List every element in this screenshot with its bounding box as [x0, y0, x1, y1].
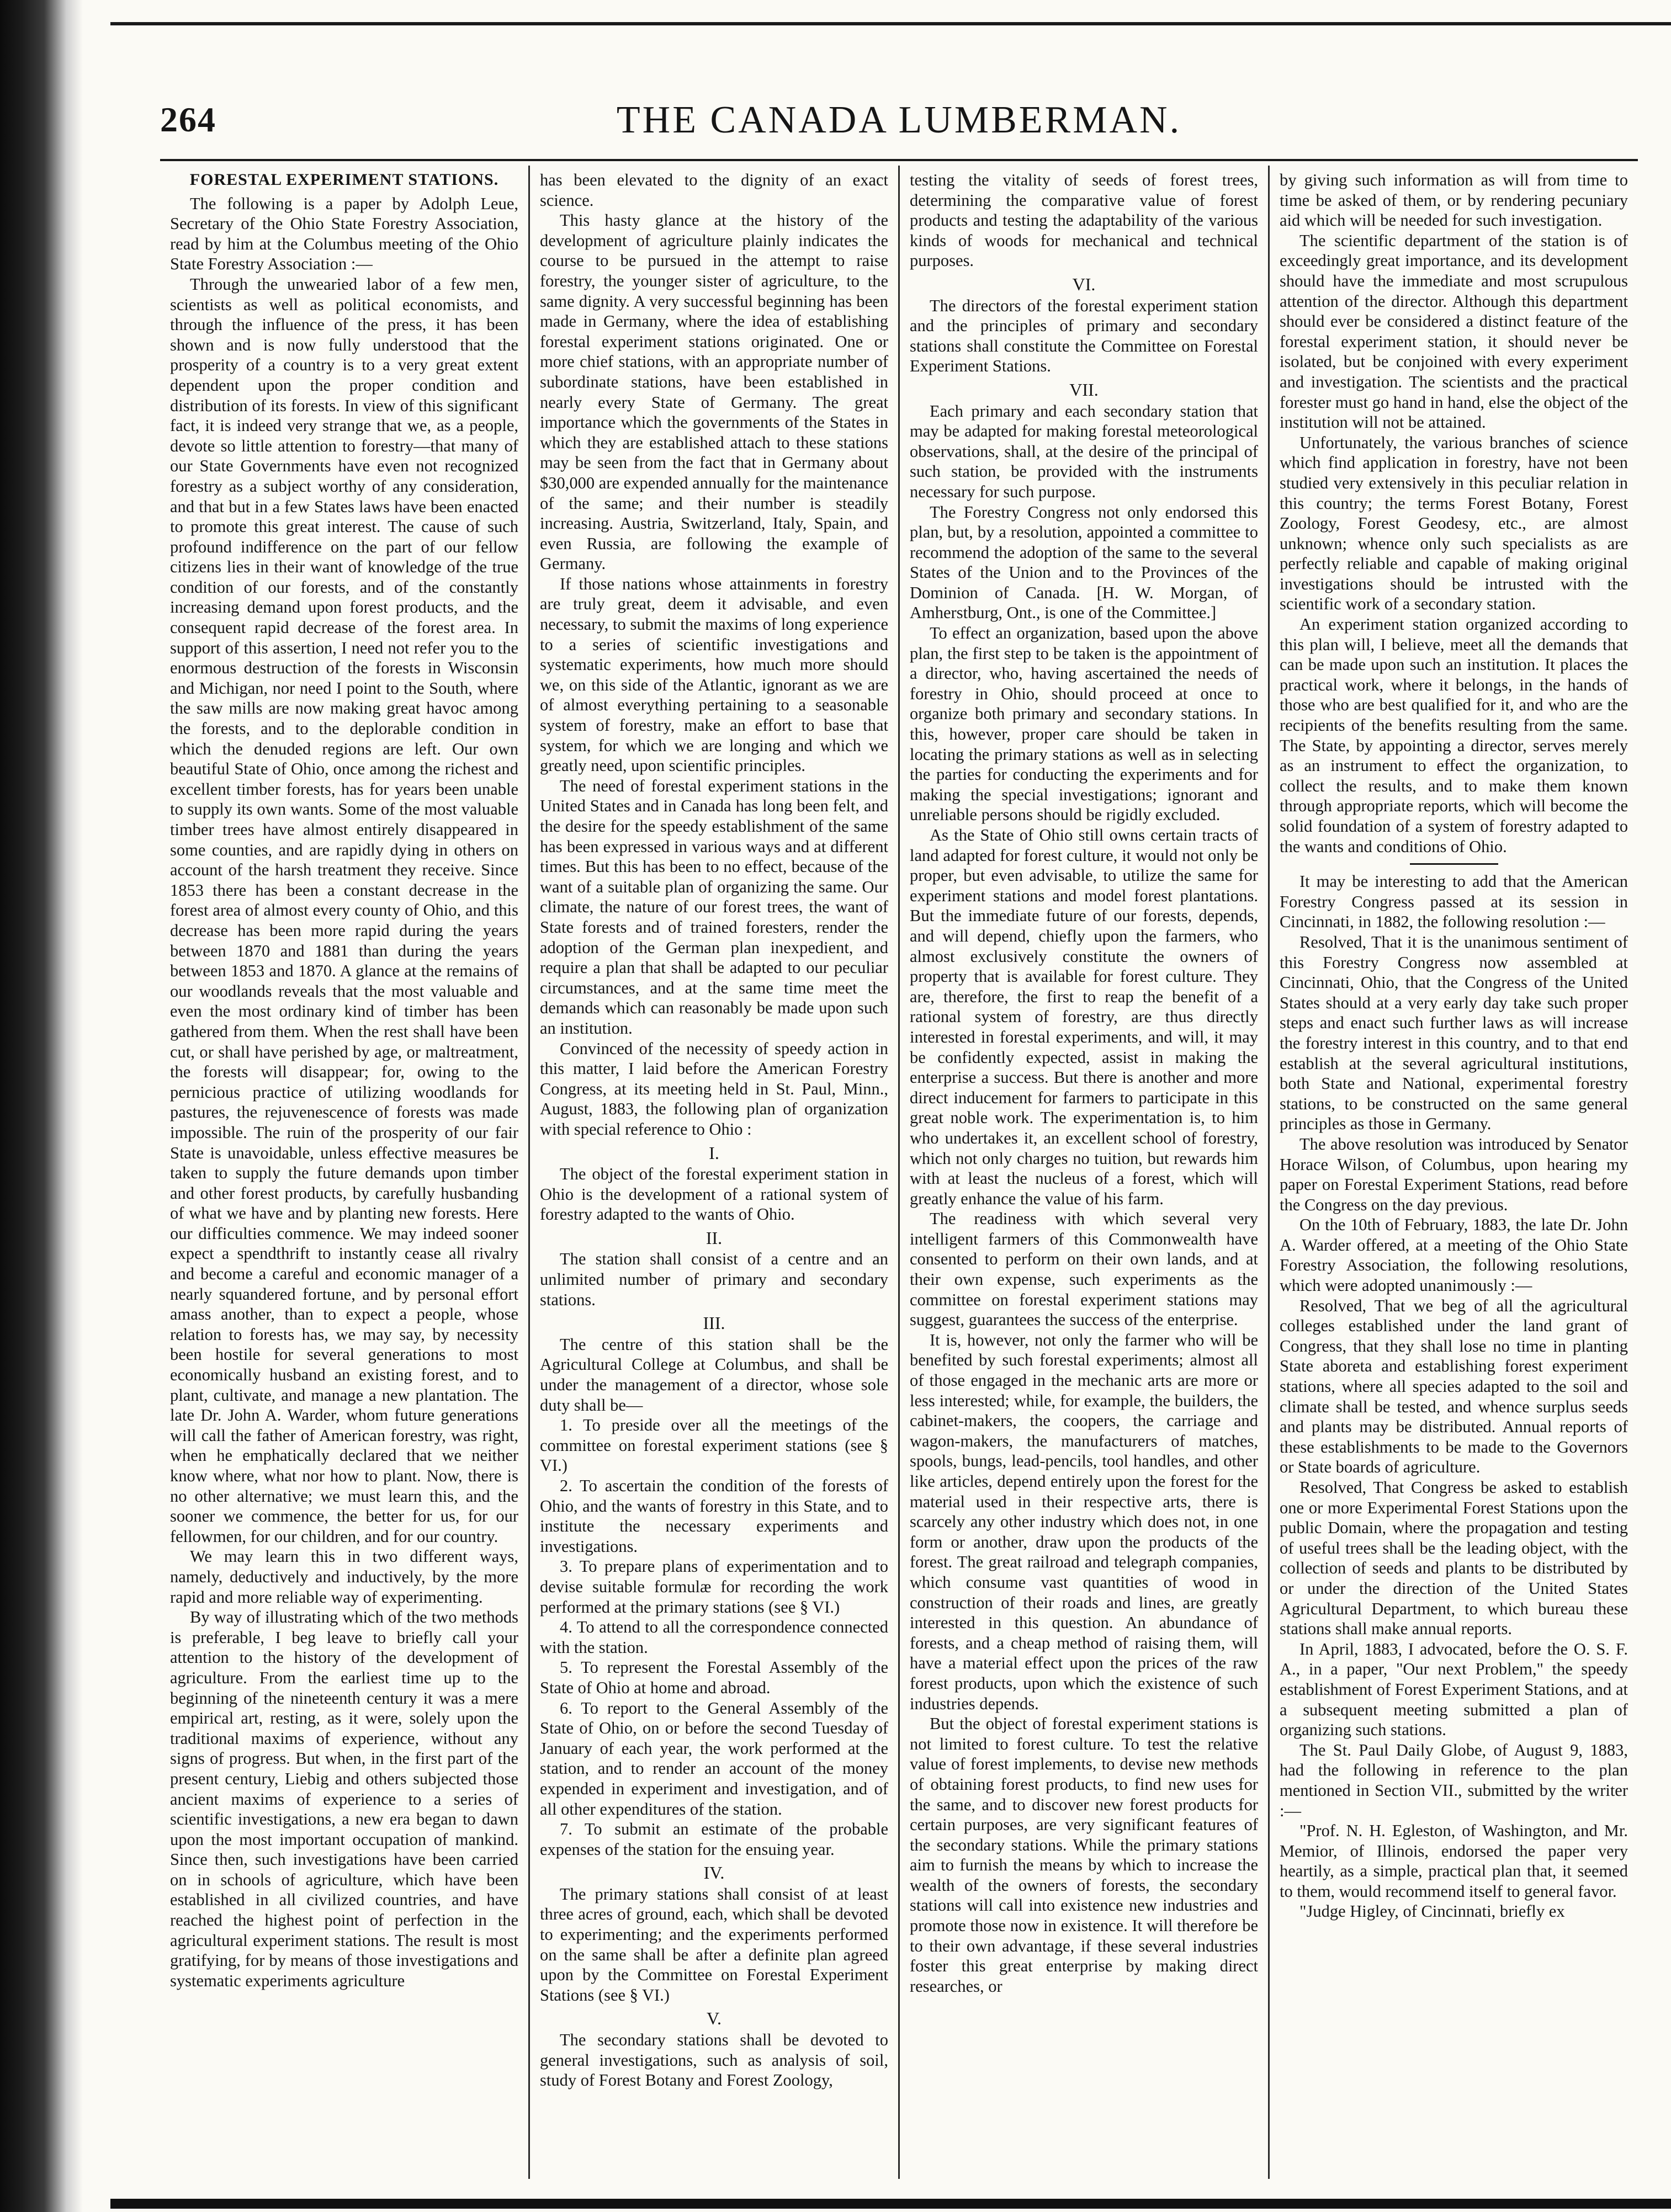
paragraph: by giving such information as will from time to time be asked of them, or by rendering pecuniary aid which will be needed for such investigation. — [1280, 171, 1628, 230]
page-number: 264 — [160, 100, 216, 139]
section-divider — [1410, 863, 1498, 865]
duty-item: 7. To submit an estimate of the probable expenses of the station for the ensuing year. — [540, 1820, 888, 1859]
paragraph: But the object of forestal experiment stations is not limited to forest culture. To test the relative value of forest implements, to devise new methods of obtaining forest products, to find new uses for the same, and to discover new forest products for certain purposes, are very significant features of the secondary stations. While the primary stations aim to furnish the means by which to increase the wealth of the owners of forests, the secondary stations will call into existence new industries and promote those now in existence. It will therefore be to their own advantage, if these several industries foster this great enterprise by making direct researches, or — [910, 1714, 1258, 1996]
paragraph: It is, however, not only the farmer who will be benefited by such forestal experiments; almost all of those engaged in the mechanic arts are more or less interested; while, for example, the builders, the cabinet-makers, the coopers, the carriage and wagon-makers, the manufacturers of matches, spools, bungs, lead-pencils, tool handles, and other like articles, depend entirely upon the forest for the material used in their respective arts, there is scarcely any other industry which does not, in one form or another, draw upon the products of the forest. The great railroad and telegraph companies, which consume vast quantities of wood in construction of their roads and lines, are greatly interested in this question. An abundance of forests, and a cheap method of raising them, will have a material effect upon the prices of the raw forest products, upon which the existence of such industries depends. — [910, 1330, 1258, 1713]
header-rule — [160, 159, 1638, 161]
column-2 — [530, 166, 900, 2179]
paragraph: Convinced of the necessity of speedy action in this matter, I laid before the American Forestry Congress, at its meeting held in St. Paul, Minn., August, 1883, the following plan of organization with special reference to Ohio : — [540, 1039, 888, 1139]
paragraph: has been elevated to the dignity of an exact science. — [540, 171, 888, 210]
column-1 — [160, 166, 530, 2179]
quote-paragraph: "Prof. N. H. Egleston, of Washington, and Mr. Memior, of Illinois, endorsed the paper very heartily, as a simple, practical plan that, it seemed to them, would recommend itself to general favor. — [1280, 1821, 1628, 1901]
paragraph: Each primary and each secondary station that may be adapted for making forestal meteorological observations, shall, at the desire of the principal of such station, be provided with the instruments necessary for such purpose. — [910, 401, 1258, 501]
paragraph: The scientific department of the station is of exceedingly great importance, and its development should have the immediate and most scrupulous attention of the director. Although this department should ever be considered a distinct feature of the forestal experiment station, it should never be isolated, but be conjoined with every experiment and investigation. The scientists and the practical forester must go hand in hand, else the object of the institution will not be attained. — [1280, 231, 1628, 432]
article-columns — [160, 166, 1638, 2179]
paragraph: The above resolution was introduced by Senator Horace Wilson, of Columbus, upon hearing my paper on Forestal Experiment Stations, read before the Congress on the day previous. — [1280, 1134, 1628, 1214]
quote-paragraph: "Judge Higley, of Cincinnati, briefly ex — [1299, 1902, 1565, 1921]
bottom-rule — [110, 2199, 1671, 2209]
section-heading: VI. — [1072, 274, 1096, 294]
top-rule — [110, 22, 1671, 25]
paragraph: This hasty glance at the history of the development of agriculture plainly indicates the course to be pursued in the attempt to raise forestry, the younger sister of agriculture, to the same dignity. A very successful beginning has been made in Germany, where the idea of establishing forestal experiment stations originated. One or more chief stations, with an appropriate number of subordinate stations, have been established in nearly every State of Germany. The great importance which the governments of the States in which they are established attach to these stations may be seen from the fact that in Germany about $30,000 are expended annually for the maintenance of the same; and their number is steadily increasing. Austria, Switzerland, Italy, Spain, and even Russia, are following the example of Germany. — [540, 211, 888, 573]
section-heading: III. — [703, 1313, 725, 1333]
newspaper-title: THE CANADA LUMBERMAN. — [616, 99, 1182, 141]
section-heading: I. — [709, 1142, 719, 1163]
section-heading: VII. — [1069, 379, 1099, 400]
paragraph: The station shall consist of a centre and an unlimited number of primary and secondary stations. — [540, 1249, 888, 1309]
masthead — [160, 94, 1638, 155]
page-binding-shadow — [0, 0, 83, 2212]
paragraph: The object of the forestal experiment station in Ohio is the development of a rational system of forestry adapted to the wants of Ohio. — [540, 1165, 888, 1224]
column-4 — [1270, 166, 1638, 2179]
paragraph: By way of illustrating which of the two methods is preferable, I beg leave to briefly call your attention to the history of the development of agriculture. From the earliest time up to the beginning of the nineteenth century it was a mere empirical art, resting, as it were, solely upon the traditional maxims of experience, without any signs of progress. But when, in the first part of the present century, Liebig and others subjected those ancient maxims of experience to a series of scientific investigations, a new era began to dawn upon the most important occupation of mankind. Since then, such investigations have been carried on in schools of agriculture, which have been established in all civilized countries, and have reached the highest point of perfection in the agricultural experiment stations. The result is most gratifying, for by means of those investigations and systematic experiments agriculture — [170, 1608, 518, 1990]
duty-item: 4. To attend to all the correspondence connected with the station. — [540, 1618, 888, 1657]
duty-item: 5. To represent the Forestal Assembly of the State of Ohio at home and abroad. — [540, 1658, 888, 1697]
paragraph: The following is a paper by Adolph Leue, Secretary of the Ohio State Forestry Association, read by him at the Columbus meeting of the Ohio State Forestry Association :— — [170, 194, 518, 274]
paragraph: testing the vitality of seeds of forest trees, determining the comparative value of forest products and testing the adaptability of the various kinds of woods for mechanical and technical purposes. — [910, 171, 1258, 270]
resolution-paragraph: Resolved, That we beg of all the agricultural colleges established under the land grant of Congress, that they shall lose no time in planting State aboreta and establishing forest experiment stations, where all species adapted to the soil and climate shall be tested, and whence surplus seeds and plants may be distributed. Annual reports of these establishments to be made to the Governors or State boards of agriculture. — [1280, 1296, 1628, 1477]
paragraph: The St. Paul Daily Globe, of August 9, 1883, had the following in reference to the plan mentioned in Section VII., submitted by the writer :— — [1280, 1740, 1628, 1820]
duty-item: 2. To ascertain the condition of the forests of Ohio, and the wants of forestry in this State, and to institute the necessary experiments and investigations. — [540, 1476, 888, 1556]
paragraph: Unfortunately, the various branches of science which find application in forestry, have not been studied very extensively in this peculiar relation in this country; the terms Forest Botany, Forest Zoology, Forest Geodesy, etc., are almost unknown; whence only such specialists as are perfectly reliable and capable of making original investigations should be intrusted with the scientific work of a secondary station. — [1280, 433, 1628, 614]
resolution-paragraph: Resolved, That Congress be asked to establish one or more Experimental Forest Stations upon the public Domain, where the propagation and testing of useful trees shall be the leading object, with the collection of seeds and plants to be distributed by or under the direction of the United States Agricultural Department, to which bureau these stations shall make annual reports. — [1280, 1478, 1628, 1639]
paragraph: The readiness with which several very intelligent farmers of this Commonwealth have consented to perform on their own lands, and at their own expense, such experiments as the committee on forestal experiment stations may suggest, guarantees the success of the enterprise. — [910, 1209, 1258, 1330]
section-heading: V. — [707, 2008, 722, 2029]
duty-item: 3. To prepare plans of experimentation and to devise suitable formulæ for recording the work performed at the primary stations (see § VI.) — [540, 1557, 888, 1617]
resolution-paragraph: Resolved, That it is the unanimous sentiment of this Forestry Congress now assembled at Cincinnati, Ohio, that the Congress of the United States should at a very early day take such proper steps and enact such further laws as will increase the forestry interest in this country, and to that end establish at the several agricultural institutions, both State and National, experimental forestry stations, to be constructed on the same general principles as those in Germany. — [1280, 932, 1628, 1134]
paragraph: The Forestry Congress not only endorsed this plan, but, by a resolution, appointed a committee to recommend the adoption of the same to the several States of the Union and to the Provinces of the Dominion of Canada. [H. W. Morgan, of Amherstburg, Ont., is one of the Committee.] — [910, 502, 1258, 623]
section-heading: II. — [705, 1227, 723, 1248]
paragraph: It may be interesting to add that the American Forestry Congress passed at its session in Cincinnati, in 1882, the following resolution :— — [1280, 872, 1628, 932]
paragraph: We may learn this in two different ways, namely, deductively and inductively, by the more rapid and more reliable way of experimenting. — [170, 1547, 518, 1607]
paragraph: To effect an organization, based upon the above plan, the first step to be taken is the appointment of a director, who, having ascertained the needs of forestry in Ohio, should proceed at once to organize both primary and secondary stations. In this, however, proper care should be taken in locating the primary stations as well as in selecting the parties for conducting the experiments and for making the special investigations; ignorant and unreliable persons should be rigidly excluded. — [910, 624, 1258, 825]
column-3 — [900, 166, 1270, 2179]
paragraph: An experiment station organized according to this plan will, I believe, meet all the demands that can be made upon such an institution. It places the practical work, where it belongs, in the hands of those who are best qualified for it, and who are the recipients of the benefits resulting from the same. The State, by appointing a director, serves merely as an instrument to effect the organization, to collect the results, and to make them known through appropriate reports, which will become the solid foundation of a system of forestry adapted to the wants and conditions of Ohio. — [1280, 615, 1628, 856]
paragraph: The directors of the forestal experiment station and the principles of primary and secondary stations shall constitute the Committee on Forestal Experiment Stations. — [910, 296, 1258, 376]
section-heading: IV. — [703, 1863, 725, 1883]
duty-item: 6. To report to the General Assembly of the State of Ohio, on or before the second Tuesday of January of each year, the work performed at the station, and to render an account of the money expended in experiment and investigation, and of all other expenditures of the station. — [540, 1698, 888, 1818]
paragraph: If those nations whose attainments in forestry are truly great, deem it advisable, and even necessary, to submit the maxims of long experience to a series of scientific investigations and systematic experiments, how much more should we, on this side of the Atlantic, ignorant as we are of almost everything pertaining to a seasonable system of forestry, make an effort to base that system, for which we are longing and which we greatly need, upon scientific principles. — [540, 574, 888, 775]
paragraph: The secondary stations shall be devoted to general investigations, such as analysis of soil, study of Forest Botany and Forest Zoology, — [540, 2030, 888, 2090]
article-title: FORESTAL EXPERIMENT STATIONS. — [189, 171, 499, 189]
paragraph: As the State of Ohio still owns certain tracts of land adapted for forest culture, it would not only be proper, but even advisable, to utilize the same for experiment stations and model forest plantations. But the immediate future of our forests, depends, and will depend, chiefly upon the farmers, who almost exclusively constitute the owners of property that is available for forest culture. They are, therefore, the first to reap the benefit of a rational system of forestry, are thus directly interested in forestal experiments, and will, it may be confidently expected, assist in making the enterprise a success. But there is another and more direct inducement for farmers to participate in this great noble work. The experimentation is, to him who undertakes it, an excellent school of forestry, which not only charges no tuition, but rewards him with at least the nucleus of a forest, which will greatly enhance the value of his farm. — [910, 826, 1258, 1208]
paragraph: The need of forestal experiment stations in the United States and in Canada has long been felt, and the desire for the speedy establishment of the same has been expressed in various ways and at different times. But this has been to no effect, because of the want of a suitable plan of organizing the same. Our climate, the nature of our forest trees, the want of State forests and of trained foresters, render the adoption of the German plan inexpedient, and require a plan that shall be adapted to our peculiar circumstances, and at the same time meet the demands which can reasonably be made upon such an institution. — [540, 776, 888, 1038]
paragraph: The primary stations shall consist of at least three acres of ground, each, which shall be devoted to experimenting; and the experiments performed on the same shall be after a definite plan agreed upon by the Committee on Forestal Experiment Stations (see § VI.) — [540, 1884, 888, 2004]
paragraph: On the 10th of February, 1883, the late Dr. John A. Warder offered, at a meeting of the Ohio State Forestry Association, the following resolutions, which were adopted unanimously :— — [1280, 1215, 1628, 1295]
paragraph: Through the unwearied labor of a few men, scientists as well as political economists, and through the influence of the press, it has been shown and is now fully understood that the prosperity of a country is to a very great extent dependent upon the proper condition and distribution of its forests. In view of this significant fact, it is indeed very strange that we, as a people, devote so little attention to forestry—that many of our State Governments have even not recognized forestry as a subject worthy of any consideration, and that but in a few States laws have been enacted to promote this great interest. The cause of such profound indifference on the part of our fellow citizens lies in their want of knowledge of the true condition of our forests, and of the constantly increasing demand upon forest products, and the consequent rapid decrease of the forest area. In support of this assertion, I need not refer you to the enormous destruction of the forests in Wisconsin and Michigan, nor need I point to the South, where the saw mills are now making great havoc among the forests, and to the deplorable condition in which the denuded regions are left. Our own beautiful State of Ohio, once among the richest and excellent timber forests, has for years been unable to supply its own wants. Some of the most valuable timber trees have almost entirely disappeared in some counties, and are rapidly dying in others on account of the harsh treatment they receive. Since 1853 there has been a constant decrease in the forest area of almost every county of Ohio, and this decrease has been more rapid during the years between 1870 and 1881 than during the years between 1853 and 1870. A glance at the remains of our woodlands reveals that the most valuable and even the most ordinary kind of timber has been gathered from them. When the rest shall have been cut, or shall have perished by age, or maltreatment, the forests will disappear; for, owing to the pernicious practice of utilizing woodlands for pastures, the rejuvenescence of forests was made impossible. The ruin of the prosperity of our fair State is unavoidable, unless effective measures be taken to supply the future demands upon timber and other forest products, by carefully husbanding of what we have and by planting new forests. Here our difficulties commence. We may indeed sooner expect a spendthrift to instantly cease all rivalry and become a careful and economic manager of a nearly squandered fortune, and by personal effort amass another, than to expect a people, whose relation to forests has, we may say, by necessity been hostile for several generations to most economically husband an existing forest, and to plant, cultivate, and manage a new plantation. The late Dr. John A. Warder, whom future generations will call the father of American forestry, was right, when he emphatically declared that we neither know where, what nor how to plant. Now, there is no other alternative; we must learn this, and the sooner we commence, the better for us, for our fellowmen, for our children, and for our country. — [170, 274, 518, 1546]
paragraph: The centre of this station shall be the Agricultural College at Columbus, and shall be under the management of a director, whose sole duty shall be— — [540, 1334, 888, 1415]
duty-item: 1. To preside over all the meetings of the committee on forestal experiment stations (see § VI.) — [540, 1416, 888, 1475]
paragraph: In April, 1883, I advocated, before the O. S. F. A., in a paper, "Our next Problem," the speedy establishment of Forest Experiment Stations, and at a subsequent meeting submitted a plan of organizing such stations. — [1280, 1639, 1628, 1740]
